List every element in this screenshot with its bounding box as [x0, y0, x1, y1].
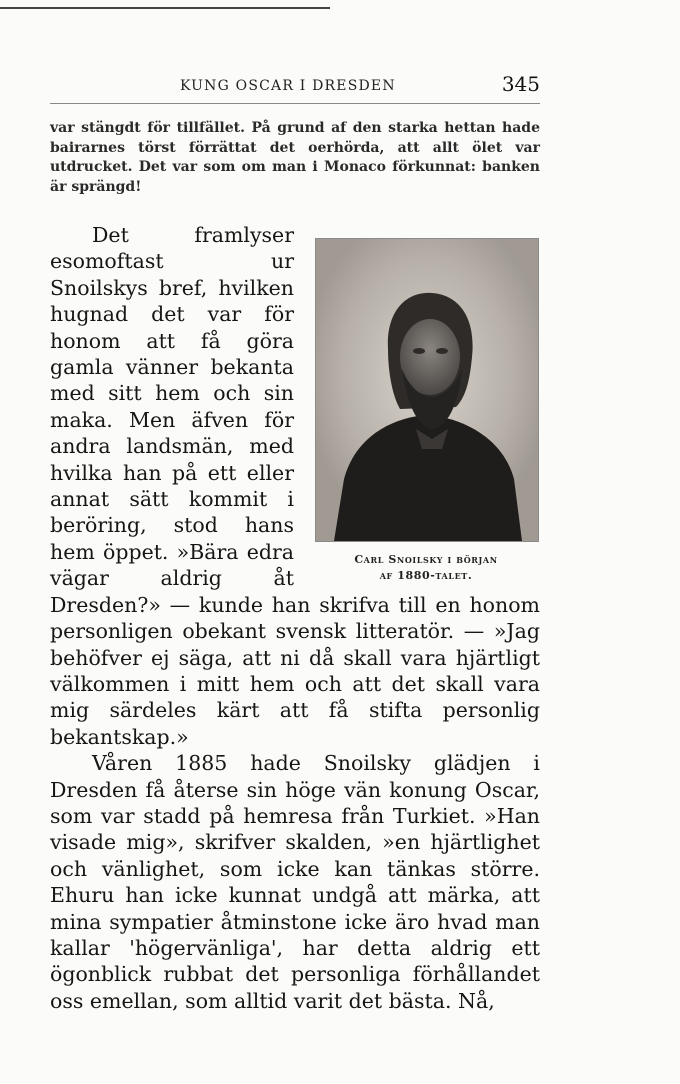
caption-line-1: Carl Snoilsky i början [354, 553, 498, 566]
page-number: 345 [501, 72, 540, 96]
top-edge-rule [0, 7, 330, 9]
paragraph-1: Det framlyser esomoftast ur Snoilskys bref, hvilken hugnad det var för honom att få göra gamla vänner bekanta med sitt hem och sin maka. Men äfven för andra landsmän, med hvilka han på ett eller annat sätt kommit i beröring, stod hans hem öppet. »Bära edra vägar aldrig åt Dresden?» — kunde han skrifva till en honom personligen obekant svensk litteratör. — »Jag behöfver ej säga, att ni då skall vara hjärtligt välkommen i mitt hem och att det skall vara mig särdeles kärt att få stifta personlig bekantskap.» [50, 223, 540, 749]
footnote-text: var stängdt för tillfället. På grund af den starka hettan hade bairarnes törst förrättat det oerhörda, att allt ölet var utdrucket. Det var som om man i Monaco förkunnat: banken är sprängd! [50, 120, 540, 195]
caption-line-2: af 1880-talet. [379, 569, 473, 582]
paragraph-2: Våren 1885 hade Snoilsky glädjen i Dresden få återse sin höge vän konung Oscar, som var stadd på hemresa från Turkiet. »Han visade mig», skrifver skalden, »en hjärtlighet och vänlighet, som icke kan tänkas större. Ehuru han icke kunnat undgå att märka, att mina sympatier åtminstone icke äro hvad man kallar 'högervänliga', har detta aldrig ett ögonblick rubbat det personliga förhållandet oss emellan, som alltid varit det bästa. Nå, [50, 751, 540, 1013]
footnote [50, 119, 540, 197]
running-head: KUNG OSCAR I DRESDEN [180, 78, 396, 94]
main-text [50, 222, 540, 1014]
portrait-photo [315, 238, 539, 542]
header-rule [50, 103, 540, 104]
portrait-figure [312, 238, 540, 584]
page-header [50, 72, 540, 102]
portrait-image [316, 239, 538, 541]
portrait-caption [312, 552, 540, 584]
